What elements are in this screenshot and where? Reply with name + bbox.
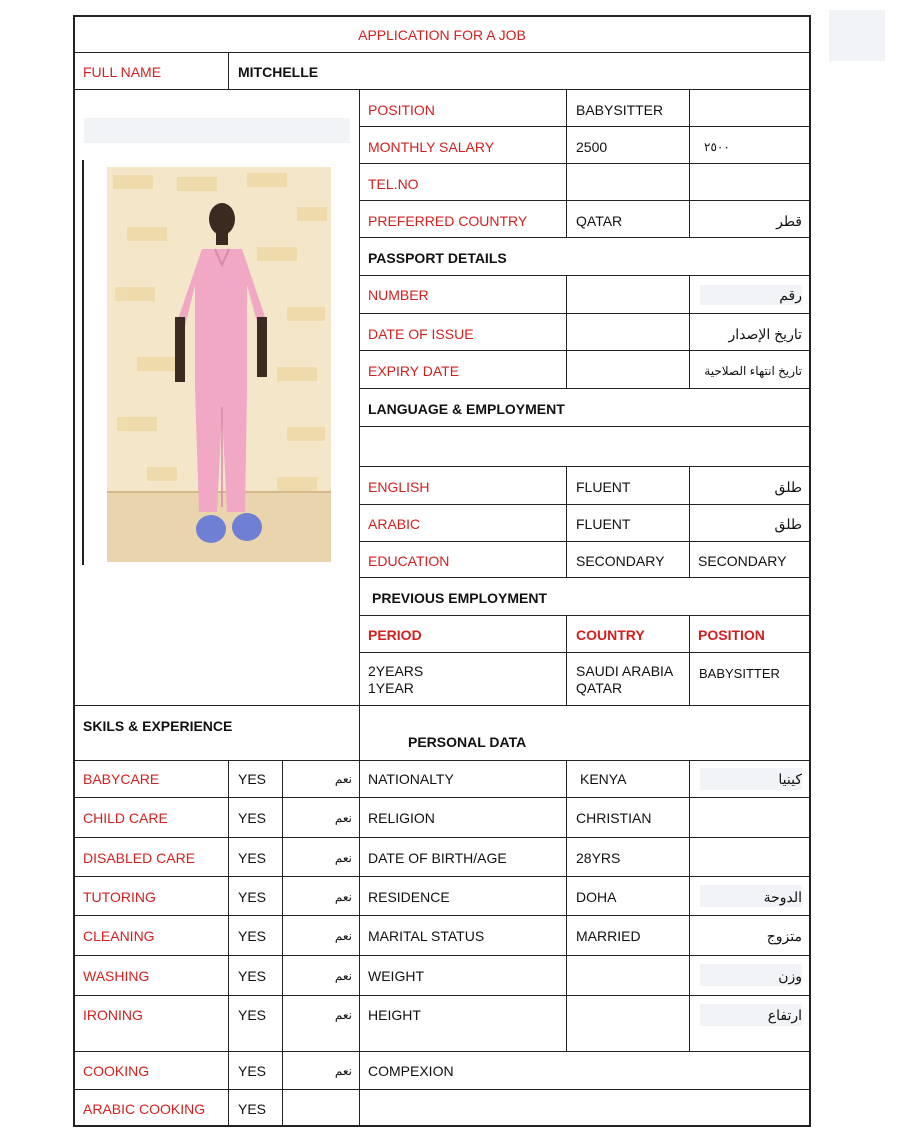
skill-yes-arabic: نعم — [334, 969, 352, 983]
col-line — [689, 615, 690, 706]
skill-label: CLEANING — [83, 928, 155, 944]
education-label: EDUCATION — [368, 553, 450, 569]
personal-field: HEIGHT — [368, 1007, 421, 1023]
row-line — [359, 541, 811, 542]
skill-yes: YES — [238, 1007, 267, 1023]
expiry-date-label: EXPIRY DATE — [368, 363, 460, 379]
arabic-value: FLUENT — [576, 516, 631, 532]
skill-yes: YES — [238, 1101, 267, 1117]
row-line — [73, 760, 811, 761]
skill-label: BABYCARE — [83, 771, 160, 787]
skill-yes: YES — [238, 771, 267, 787]
previous-employment-heading: PREVIOUS EMPLOYMENT — [372, 590, 548, 606]
personal-field: WEIGHT — [368, 968, 424, 984]
row-line — [359, 350, 811, 351]
row-line — [359, 426, 811, 427]
row-line — [359, 615, 811, 616]
row-line — [73, 705, 811, 706]
form-title: APPLICATION FOR A JOB — [358, 27, 526, 43]
personal-arabic: ارتفاع — [767, 1007, 802, 1023]
personal-field: MARITAL STATUS — [368, 928, 485, 944]
salary-value-arabic: ٢٥٠٠ — [704, 140, 730, 154]
full-name-label: FULL NAME — [83, 64, 162, 80]
skill-yes: YES — [238, 810, 267, 826]
col-line — [689, 275, 690, 389]
skill-label: DISABLED CARE — [83, 850, 196, 866]
row-line — [359, 237, 811, 238]
skill-label: COOKING — [83, 1063, 150, 1079]
skill-yes-arabic: نعم — [334, 1064, 352, 1078]
photo-frame-line — [82, 160, 84, 565]
col-line — [359, 89, 360, 1126]
row-line — [359, 466, 811, 467]
personal-data-heading: PERSONAL DATA — [408, 734, 527, 750]
skill-yes-arabic: نعم — [334, 890, 352, 904]
arabic-arabic: طلق — [774, 516, 802, 532]
expiry-date-arabic: تاريخ انتهاء الصلاحية — [704, 364, 802, 378]
personal-field: NATIONALTY — [368, 771, 454, 787]
skill-yes: YES — [238, 850, 267, 866]
col-line — [566, 275, 567, 389]
outer-bottom-border — [73, 1125, 811, 1127]
personal-field: COMPEXION — [368, 1063, 454, 1079]
personal-arabic: كينيا — [778, 771, 802, 787]
row-line — [359, 388, 811, 389]
skills-heading: SKILS & EXPERIENCE — [83, 718, 233, 734]
full-name-value: MITCHELLE — [238, 64, 319, 80]
education-value-2: SECONDARY — [698, 553, 787, 569]
english-arabic: طلق — [774, 479, 802, 495]
salary-label: MONTHLY SALARY — [368, 139, 495, 155]
personal-arabic: وزن — [778, 968, 802, 984]
personal-value: DOHA — [576, 889, 617, 905]
row-line — [73, 915, 811, 916]
country-header: COUNTRY — [576, 627, 645, 643]
applicant-photo — [107, 167, 331, 562]
personal-value: KENYA — [580, 771, 627, 787]
blurred-area — [84, 118, 350, 143]
row-line — [359, 200, 811, 201]
tel-label: TEL.NO — [368, 176, 419, 192]
row-line — [359, 504, 811, 505]
col-line — [566, 466, 567, 578]
position-label: POSITION — [368, 102, 435, 118]
row-line — [73, 1089, 811, 1090]
period-header: PERIOD — [368, 627, 422, 643]
skill-yes-arabic: نعم — [334, 1008, 352, 1022]
position-header: POSITION — [698, 627, 765, 643]
position-value: BABYSITTER — [576, 102, 664, 118]
personal-field: RESIDENCE — [368, 889, 450, 905]
skill-label: WASHING — [83, 968, 150, 984]
personal-field: DATE OF BIRTH/AGE — [368, 850, 507, 866]
row-line — [359, 577, 811, 578]
col-line — [689, 760, 690, 1051]
salary-value: 2500 — [576, 139, 608, 155]
personal-arabic: الدوحة — [763, 889, 802, 905]
skill-yes-arabic: نعم — [334, 851, 352, 865]
outer-top-border — [73, 15, 811, 17]
row-line — [359, 275, 811, 276]
language-heading: LANGUAGE & EMPLOYMENT — [368, 401, 565, 417]
row-line — [359, 652, 811, 653]
personal-value: MARRIED — [576, 928, 641, 944]
education-value: SECONDARY — [576, 553, 665, 569]
row-line — [359, 126, 811, 127]
row-line — [73, 89, 811, 90]
preferred-country-value: QATAR — [576, 213, 623, 229]
row-line — [73, 955, 811, 956]
row-line — [359, 313, 811, 314]
period-line-1: 2YEARS — [368, 663, 424, 679]
row-line — [73, 52, 811, 53]
row-line — [73, 797, 811, 798]
row-line — [359, 163, 811, 164]
passport-number-label: NUMBER — [368, 287, 429, 303]
outer-left-border — [73, 15, 75, 1127]
skill-yes: YES — [238, 968, 267, 984]
col-line — [228, 760, 229, 1126]
skill-yes-arabic: نعم — [334, 929, 352, 943]
skill-label: TUTORING — [83, 889, 156, 905]
skill-yes-arabic: نعم — [334, 811, 352, 825]
skill-label: ARABIC COOKING — [83, 1101, 206, 1117]
arabic-label: ARABIC — [368, 516, 421, 532]
previous-position: BABYSITTER — [699, 666, 780, 681]
row-line — [73, 876, 811, 877]
col-line — [228, 52, 229, 90]
period-line-2: 1YEAR — [368, 680, 414, 696]
skill-yes: YES — [238, 889, 267, 905]
col-line — [566, 760, 567, 1051]
col-line — [566, 615, 567, 706]
row-line — [73, 837, 811, 838]
row-line — [73, 1051, 811, 1052]
col-line — [689, 466, 690, 578]
issue-date-arabic: تاريخ الإصدار — [728, 326, 802, 342]
english-value: FLUENT — [576, 479, 631, 495]
skill-yes: YES — [238, 1063, 267, 1079]
row-line — [73, 995, 811, 996]
passport-number-arabic: رقم — [779, 287, 802, 303]
skill-label: CHILD CARE — [83, 810, 168, 826]
issue-date-label: DATE OF ISSUE — [368, 326, 474, 342]
personal-value: CHRISTIAN — [576, 810, 652, 826]
skill-yes-arabic: نعم — [334, 772, 352, 786]
skill-yes: YES — [238, 928, 267, 944]
english-label: ENGLISH — [368, 479, 430, 495]
preferred-country-arabic: قطر — [776, 213, 802, 229]
skill-label: IRONING — [83, 1007, 143, 1023]
col-line — [282, 760, 283, 1126]
personal-value: 28YRS — [576, 850, 621, 866]
personal-arabic: متزوج — [766, 928, 802, 944]
outer-right-border — [809, 15, 811, 1127]
personal-field: RELIGION — [368, 810, 435, 826]
country-line-1: SAUDI ARABIA — [576, 663, 674, 679]
preferred-country-label: PREFERRED COUNTRY — [368, 213, 528, 229]
passport-heading: PASSPORT DETAILS — [368, 250, 507, 266]
country-line-2: QATAR — [576, 680, 623, 696]
blurred-corner — [829, 10, 885, 61]
